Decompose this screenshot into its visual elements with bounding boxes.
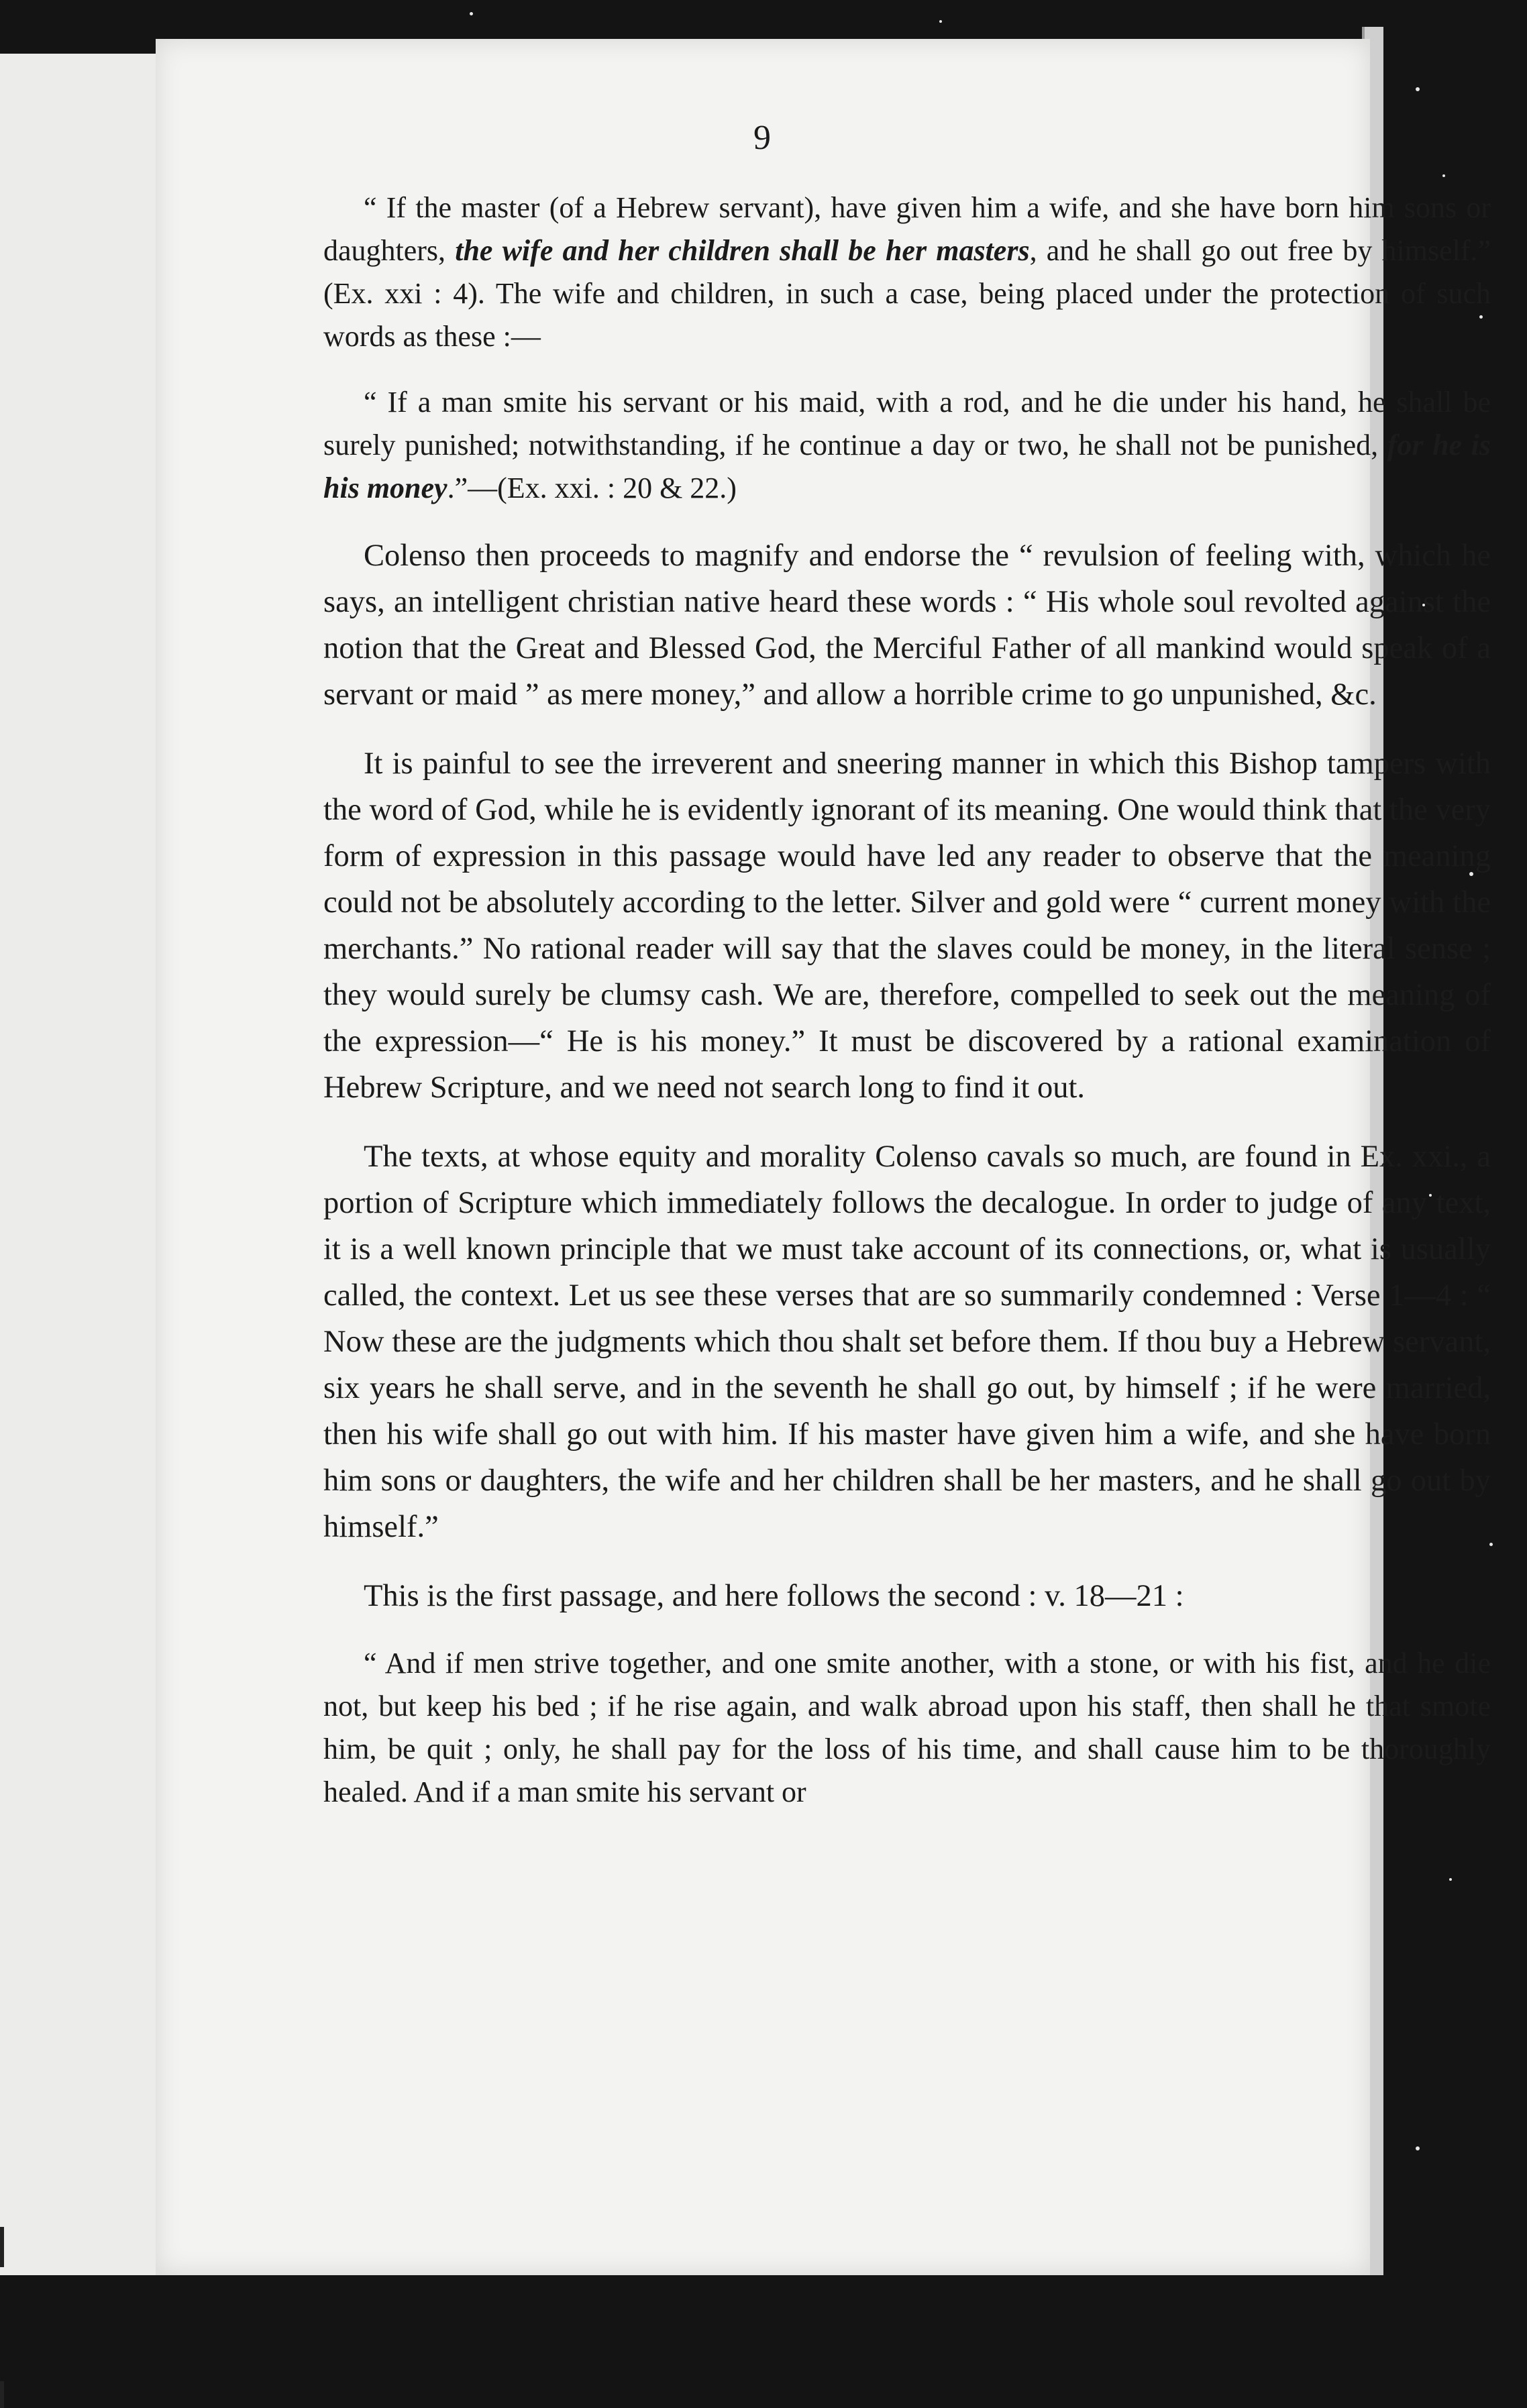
paragraph-context-verses — [323, 1134, 1491, 1550]
text-run: , and he shall go out free by himself.” (Ex. xxi : 4). The wife and children, in such a case, being placed under the protection of such words as these :— — [323, 234, 1491, 353]
text-run: “ If a man smite his servant or his maid, with a rod, and he die under his hand, he shall be surely punished; notwithstanding, if he continue a day or two, he shall not be punished, — [323, 386, 1491, 461]
dust-speck — [1416, 87, 1420, 91]
text-run: .”—(Ex. xxi. : 20 & 22.) — [447, 472, 737, 504]
paragraph-quote-verses-18-21 — [323, 1642, 1491, 1814]
paragraph-quote-exodus-20 — [323, 381, 1491, 510]
paragraph-irreverent-manner — [323, 741, 1491, 1111]
dust-speck — [470, 12, 473, 15]
text-run: “ If the master (of a Hebrew servant), have given him a wife, and she have born him sons or daughters, — [323, 191, 1491, 267]
dust-speck — [939, 20, 942, 23]
page-text — [323, 186, 1491, 1837]
text-run: This is the first passage, and here follows the second : v. 18—21 : — [364, 1579, 1184, 1613]
dust-speck — [1449, 1878, 1452, 1881]
text-run: “ And if men strive together, and one smite another, with a stone, or with his fist, and he die not, but keep his bed ; if he rise again, and walk abroad upon his staff, then shall he that smote him, be quit ; only, he shall pay for the loss of his time, and shall cause him to be thoroughly healed. And if a man smite his servant or — [323, 1647, 1491, 1808]
text-run: The texts, at whose equity and morality Colenso cavals so much, are found in Ex. xxi., a portion of Scripture which immediately follows the decalogue. In order to judge of any text, it is a well known principle that we must take account of its connections, or, what is usually called, the context. Let us see these verses that are so summarily condemned : Verse 1—4 : “ Now these are the judgments which thou shalt set before them. If thou buy a Hebrew servant, six years he shall serve, and in the seventh he shall go out, by himself ; if he were married, then his wife shall go out with him. If his master have given him a wife, and she have born him sons or daughters, the wife and her children shall be her masters, and he shall go out by himself.” — [323, 1140, 1491, 1544]
paragraph-colenso-revulsion — [323, 533, 1491, 718]
dust-speck — [1442, 174, 1445, 177]
scan-mark — [0, 2227, 4, 2267]
paragraph-second-passage — [323, 1573, 1491, 1619]
page-number: 9 — [753, 119, 772, 157]
text-run: Colenso then proceeds to magnify and endorse the “ revulsion of feeling with, which he says, an intelligent christian native heard these words : “ His whole soul revolted against the notion that the Great and Blessed God, the Merciful Father of all mankind would speak of a servant or maid ” as mere money,” and allow a horrible crime to go unpunished, &c. — [323, 539, 1491, 712]
scan-mark — [0, 2381, 4, 2408]
dust-speck — [1416, 2146, 1420, 2150]
facing-page-edge — [0, 54, 160, 2275]
italic-emphasis: the wife and her children shall be her masters — [455, 234, 1030, 267]
paragraph-quote-exodus-4 — [323, 186, 1491, 358]
book-page — [156, 39, 1491, 2275]
text-run: It is painful to see the irreverent and sneering manner in which this Bishop tampers with the word of God, while he is evidently ignorant of its meaning. One would think that the very form of expression in this passage would have led any reader to observe that the meaning could not be absolutely according to the letter. Silver and gold were “ current money with the merchants.” No rational reader will say that the slaves could be money, in the literal sense ; they would surely be clumsy cash. We are, therefore, compelled to seek out the meaning of the expression—“ He is his money.” It must be discovered by a rational examination of Hebrew Scripture, and we need not search long to find it out. — [323, 747, 1491, 1105]
italic-emphasis: for he is his money — [323, 429, 1491, 504]
